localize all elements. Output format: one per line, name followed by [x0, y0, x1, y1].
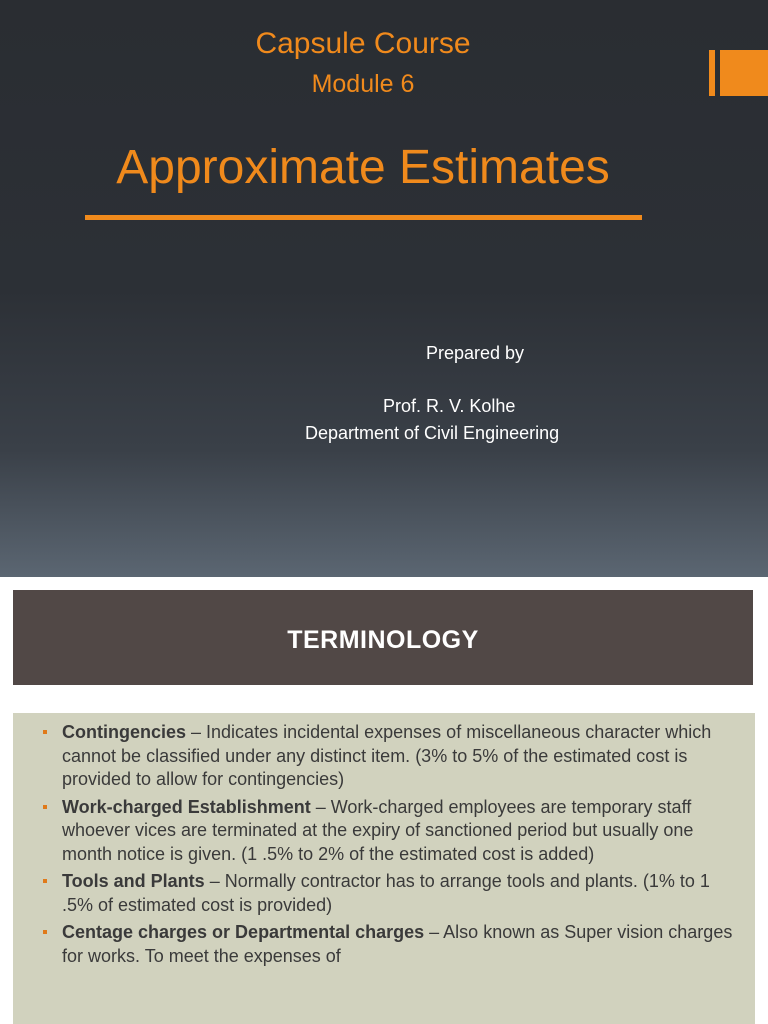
terminology-heading: TERMINOLOGY	[287, 626, 479, 654]
term-separator: –	[204, 871, 225, 891]
term-name: Contingencies	[62, 722, 187, 742]
bullet-icon	[43, 879, 47, 883]
title-underline	[85, 215, 642, 220]
accent-bar	[709, 50, 715, 96]
term-name: Centage charges or Departmental charges	[62, 922, 425, 942]
course-title: Capsule Course	[255, 27, 471, 60]
term-separator: –	[424, 922, 444, 942]
term-description: Work-charged employees are temporary staff whoever vices are terminated at the expiry of sanctioned period but usually one month notice is given. (1 .5% to 2% of the estimated cost is added)	[62, 796, 694, 864]
term-name: Work-charged Establishment	[62, 796, 311, 817]
term-item-work-charged	[13, 796, 755, 867]
terminology-header	[13, 590, 753, 685]
main-title: Approximate Estimates	[116, 141, 610, 194]
term-description: Also known as Super vision charges for works. To meet the expenses of	[62, 922, 733, 966]
term-item-centage-charges	[13, 921, 755, 968]
bullet-icon	[43, 930, 47, 934]
term-item-tools-plants	[13, 870, 755, 917]
bullet-icon	[43, 805, 47, 809]
term-name: Tools and Plants	[62, 871, 205, 891]
term-description: Normally contractor has to arrange tools and plants. (1% to 1 .5% of estimated cost is provided)	[62, 871, 710, 915]
author-name: Prof. R. V. Kolhe	[383, 396, 516, 416]
term-separator: –	[186, 722, 207, 742]
module-label: Module 6	[311, 70, 415, 98]
term-separator: –	[310, 796, 331, 817]
term-description: Indicates incidental expenses of miscellaneous character which cannot be classified under any distinct item. (3% to 5% of the estimated cost is provided to allow for contingencies)	[62, 722, 712, 789]
department-name: Department of Civil Engineering	[305, 423, 560, 443]
terminology-body	[13, 713, 755, 1024]
prepared-by-label: Prepared by	[426, 343, 525, 363]
term-item-contingencies	[13, 721, 755, 792]
bullet-icon	[43, 730, 47, 734]
accent-block	[720, 50, 768, 96]
term-list	[13, 721, 755, 972]
